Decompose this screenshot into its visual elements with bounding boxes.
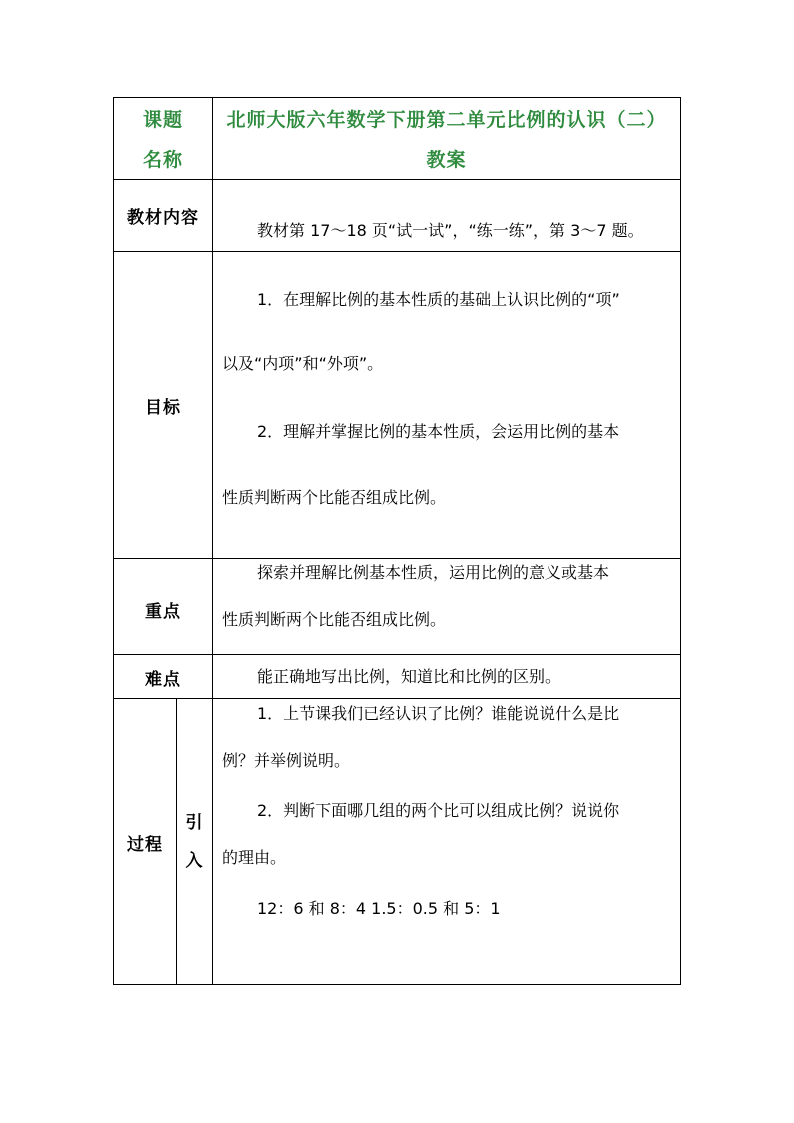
column-divider — [212, 97, 213, 985]
page-title: 北师大版六年数学下册第二单元比例的认识（二） — [226, 109, 667, 131]
table-border-right — [680, 97, 681, 985]
row-divider — [113, 654, 681, 655]
difficulty-label: 难点 — [145, 669, 181, 690]
page-subtitle: 教案 — [426, 149, 467, 171]
process-line: 1．上节课我们已经认识了比例？谁能说说什么是比 — [257, 704, 620, 723]
process-sub-label — [177, 797, 212, 887]
process-line: 例？并举例说明。 — [222, 751, 351, 770]
goals-label: 目标 — [145, 397, 181, 418]
process-label: 过程 — [127, 834, 163, 855]
key-points-label: 重点 — [145, 601, 181, 622]
process-line: 12：6 和 8：4 1.5：0.5 和 5：1 — [257, 899, 501, 918]
process-sub-label-line2: 入 — [185, 851, 204, 871]
row-divider — [113, 558, 681, 559]
goal-line: 1．在理解比例的基本性质的基础上认识比例的“项” — [257, 290, 620, 309]
title-value-cell — [213, 100, 680, 179]
lesson-plan-table — [113, 97, 681, 985]
difficulty-text: 能正确地写出比例，知道比和比例的区别。 — [257, 667, 562, 686]
process-line: 的理由。 — [222, 848, 287, 867]
row-divider — [113, 698, 681, 699]
key-point-line: 性质判断两个比能否组成比例。 — [222, 610, 447, 629]
table-border-top — [113, 97, 681, 98]
title-label-cell — [114, 100, 212, 179]
process-line: 2．判断下面哪几组的两个比可以组成比例？说说你 — [257, 801, 620, 820]
goal-line: 2．理解并掌握比例的基本性质，会运用比例的基本 — [257, 422, 620, 441]
title-label-line1: 课题 — [142, 109, 183, 131]
goal-line: 性质判断两个比能否组成比例。 — [222, 488, 447, 507]
title-label-line2: 名称 — [142, 149, 183, 171]
process-sub-label-line1: 引 — [185, 813, 204, 833]
materials-text: 教材第 17～18 页“试一试”，“练一练”，第 3～7 题。 — [257, 221, 644, 240]
materials-label: 教材内容 — [127, 207, 199, 228]
key-point-line: 探索并理解比例基本性质，运用比例的意义或基本 — [257, 563, 610, 582]
row-divider — [113, 251, 681, 252]
table-border-bottom — [113, 984, 681, 985]
goal-line: 以及“内项”和“外项”。 — [222, 354, 384, 373]
